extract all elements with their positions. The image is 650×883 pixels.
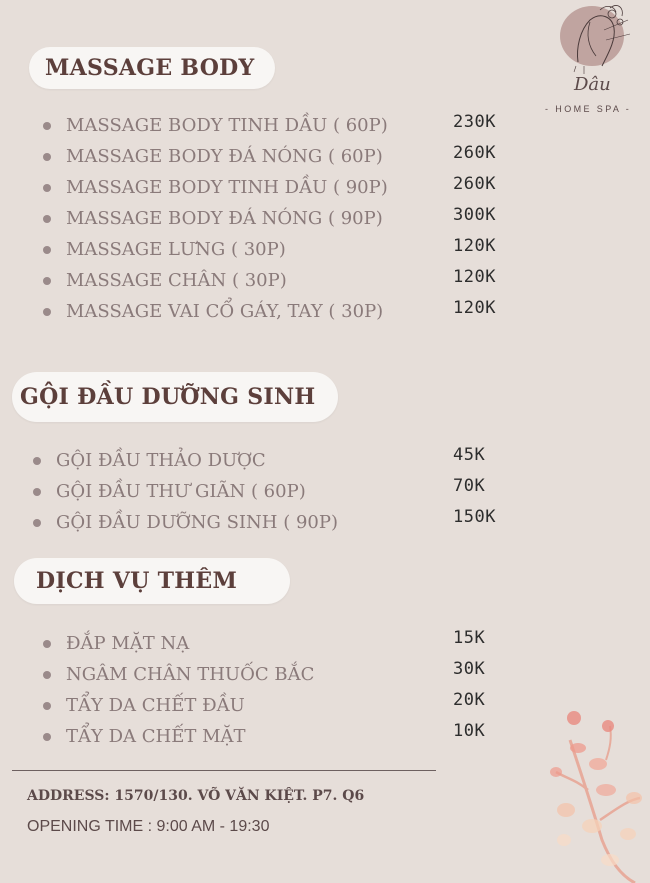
address-text: ADDRESS: 1570/130. VÕ VĂN KIỆT. P7. Q6 bbox=[27, 788, 365, 804]
service-price: 150K bbox=[453, 507, 496, 527]
service-price: 230K bbox=[453, 112, 496, 132]
bullet-icon bbox=[43, 246, 51, 254]
section-title-massage-body: MASSAGE BODY bbox=[29, 47, 275, 89]
bullet-icon bbox=[43, 640, 51, 648]
service-name: TẨY DA CHẾT ĐẦU bbox=[66, 695, 245, 716]
spa-logo-illustration bbox=[540, 0, 650, 120]
service-price: 30K bbox=[453, 659, 486, 679]
service-name: MASSAGE VAI CỔ GÁY, TAY ( 30P) bbox=[66, 301, 384, 322]
list-item bbox=[0, 659, 650, 690]
service-name: GỘI ĐẦU DƯỠNG SINH ( 90P) bbox=[56, 512, 338, 533]
service-name: MASSAGE BODY TINH DẦU ( 90P) bbox=[66, 177, 388, 198]
service-name: MASSAGE BODY ĐÁ NÓNG ( 60P) bbox=[66, 146, 383, 167]
service-price: 20K bbox=[453, 690, 486, 710]
bullet-icon bbox=[43, 184, 51, 192]
service-name: NGÂM CHÂN THUỐC BẮC bbox=[66, 664, 315, 685]
bullet-icon bbox=[43, 215, 51, 223]
list-item bbox=[0, 476, 650, 507]
list-item bbox=[0, 296, 650, 327]
service-price: 15K bbox=[453, 628, 486, 648]
section-title-goi-dau: GỘI ĐẦU DƯỠNG SINH bbox=[12, 372, 338, 422]
service-name: MASSAGE CHÂN ( 30P) bbox=[66, 270, 287, 291]
service-price: 10K bbox=[453, 721, 486, 741]
logo-subtitle: - HOME SPA - bbox=[545, 104, 632, 114]
opening-time-text: OPENING TIME : 9:00 AM - 19:30 bbox=[27, 818, 270, 835]
service-price: 120K bbox=[453, 267, 496, 287]
service-name: MASSAGE LƯNG ( 30P) bbox=[66, 239, 286, 260]
list-item bbox=[0, 507, 650, 538]
service-price: 120K bbox=[453, 236, 496, 256]
list-item bbox=[0, 203, 650, 234]
service-name: TẨY DA CHẾT MẶT bbox=[66, 726, 246, 747]
service-price: 260K bbox=[453, 143, 496, 163]
bullet-icon bbox=[43, 153, 51, 161]
service-name: GỘI ĐẦU THẢO DƯỢC bbox=[56, 450, 266, 471]
bullet-icon bbox=[43, 308, 51, 316]
list-item bbox=[0, 110, 650, 141]
list-item bbox=[0, 234, 650, 265]
list-item bbox=[0, 172, 650, 203]
service-price: 260K bbox=[453, 174, 496, 194]
service-name: GỘI ĐẦU THƯ GIÃN ( 60P) bbox=[56, 481, 306, 502]
massage-service-list bbox=[0, 110, 650, 327]
bullet-icon bbox=[43, 122, 51, 130]
bullet-icon bbox=[43, 277, 51, 285]
service-price: 120K bbox=[453, 298, 496, 318]
list-item bbox=[0, 265, 650, 296]
footer-divider bbox=[12, 770, 436, 771]
flower-decoration-icon bbox=[540, 700, 650, 883]
bullet-icon bbox=[33, 457, 41, 465]
service-price: 45K bbox=[453, 445, 486, 465]
list-item bbox=[0, 141, 650, 172]
goi-dau-service-list bbox=[0, 445, 650, 538]
service-name: MASSAGE BODY TINH DẦU ( 60P) bbox=[66, 115, 388, 136]
bullet-icon bbox=[43, 671, 51, 679]
logo-name: Dâu bbox=[574, 74, 611, 95]
bullet-icon bbox=[43, 733, 51, 741]
service-name: ĐẮP MẶT NẠ bbox=[66, 633, 190, 654]
bullet-icon bbox=[43, 702, 51, 710]
list-item bbox=[0, 628, 650, 659]
service-name: MASSAGE BODY ĐÁ NÓNG ( 90P) bbox=[66, 208, 383, 229]
bullet-icon bbox=[33, 519, 41, 527]
bullet-icon bbox=[33, 488, 41, 496]
list-item bbox=[0, 445, 650, 476]
service-price: 300K bbox=[453, 205, 496, 225]
section-title-dich-vu-them: DỊCH VỤ THÊM bbox=[14, 558, 290, 604]
service-price: 70K bbox=[453, 476, 486, 496]
